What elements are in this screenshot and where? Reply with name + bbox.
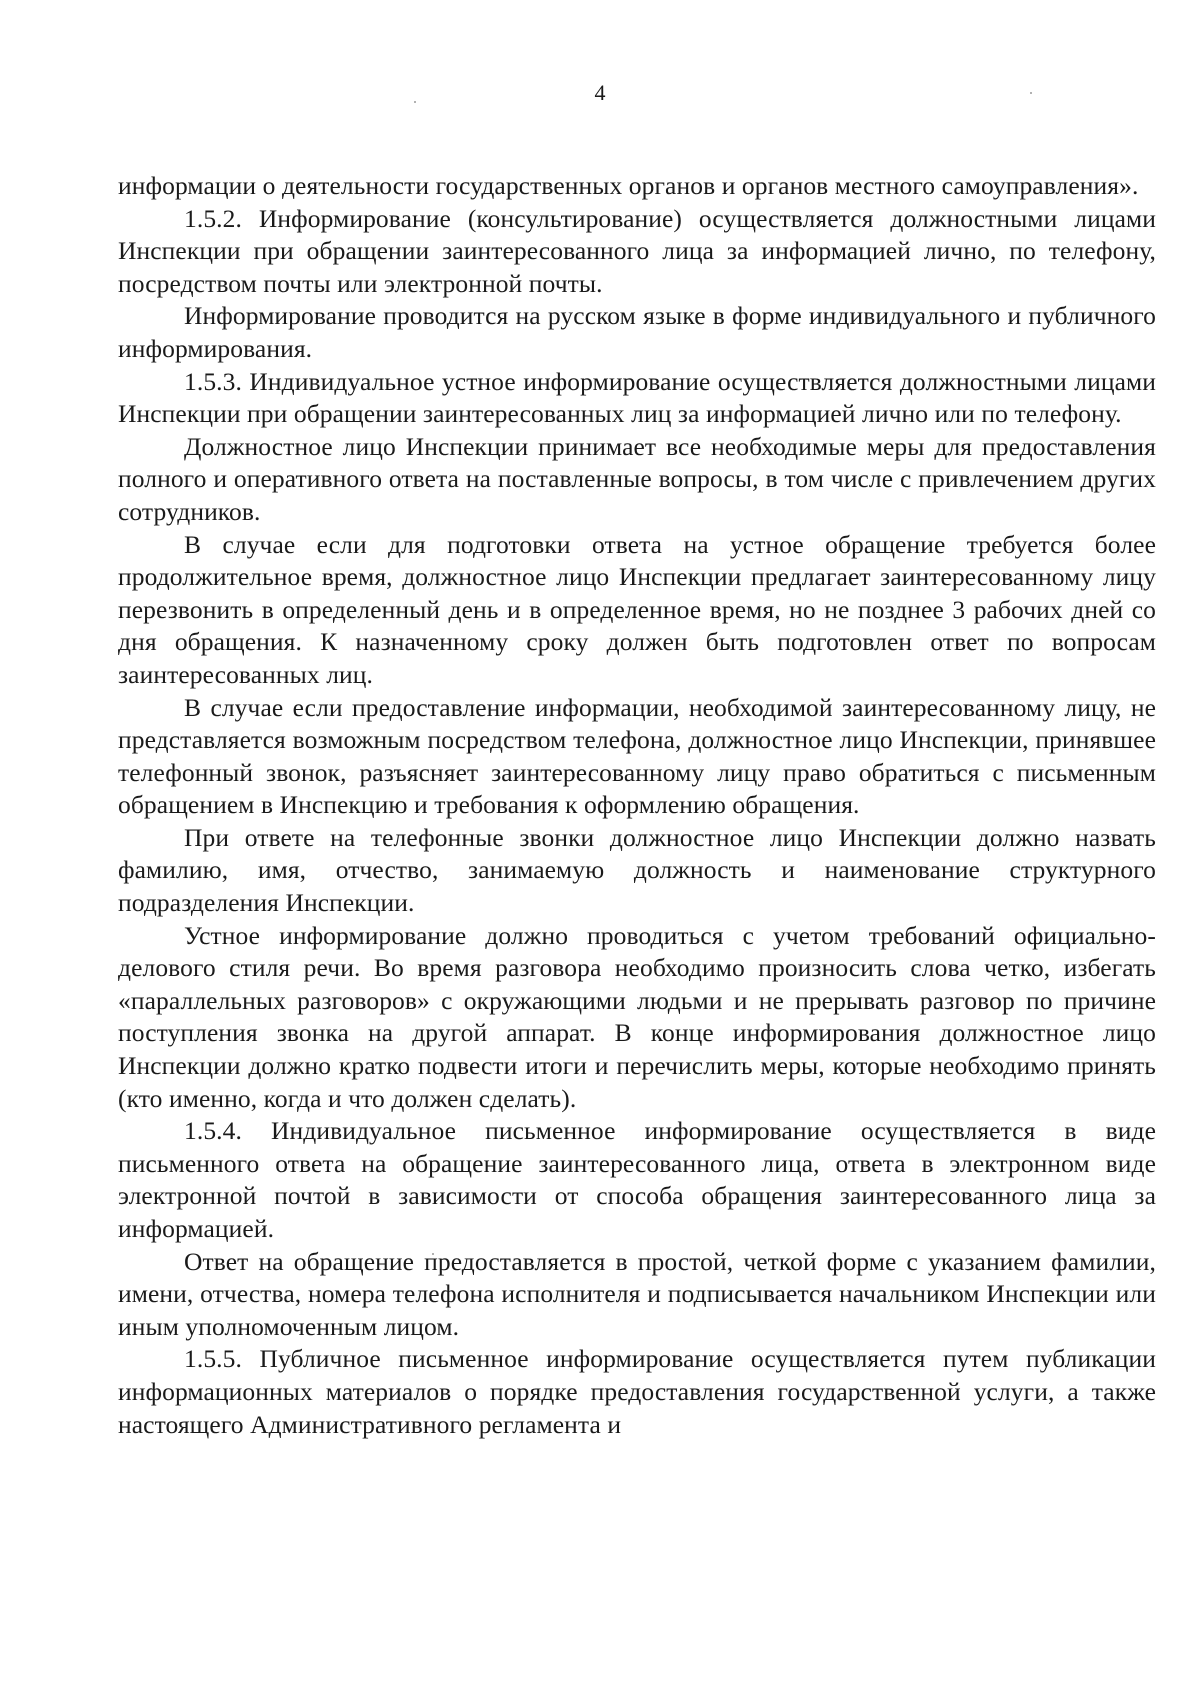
paragraph: В случае если предоставление информации, необходимой заинтересованному лицу, не представляется возможным посредством телефона, должностное лицо Инспекции, принявшее телефонный звонок, разъясняет заинтересованному лицу право обратиться с письменным обращением в Инспекцию и требования к оформлению обращения. <box>118 692 1156 820</box>
paragraph: 1.5.5. Публичное письменное информирование осуществляется путем публикации информационных материалов о порядке предоставления государственной услуги, а также настоящего Административного регламента и <box>118 1344 1156 1439</box>
paragraph: 1.5.2. Информирование (консультирование) осуществляется должностными лицами Инспекции при обращении заинтересованного лица за информацией лично, по телефону, посредством почты или электронной почты. <box>118 203 1156 298</box>
paragraph: Должностное лицо Инспекции принимает все необходимые меры для предоставления полного и оперативного ответа на поставленные вопросы, в том числе с привлечением других сотрудников. <box>118 431 1156 526</box>
paragraph: 1.5.4. Индивидуальное письменное информирование осуществляется в виде письменного ответа на обращение заинтересованного лица, ответа в электронном виде электронной почтой в зависимости от способа обращения заинтересованного лица за информацией. <box>118 1116 1156 1243</box>
page-number: 4 <box>594 80 606 105</box>
scan-speck <box>1030 92 1032 94</box>
paragraph: информации о деятельности государственных органов и органов местного самоуправления». <box>118 171 1139 200</box>
paragraph: Устное информирование должно проводиться с учетом требований официально-делового стиля речи. Во время разговора необходимо произносить слова четко, избегать «параллельных разговоров» с окружающими людьми и не прерывать разговор по причине поступления звонка на другой аппарат. В конце информирования должностное лицо Инспекции должно кратко подвести итоги и перечислить меры, которые необходимо принять (кто именно, когда и что должен сделать). <box>118 920 1156 1113</box>
paragraph: При ответе на телефонные звонки должностное лицо Инспекции должно назвать фамилию, имя, отчество, занимаемую должность и наименование структурного подразделения Инспекции. <box>118 822 1156 918</box>
scan-speck <box>414 101 416 103</box>
paragraph: В случае если для подготовки ответа на устное обращение требуется более продолжительное время, должностное лицо Инспекции предлагает заинтересованному лицу перезвонить в определенный день и в определенное время, но не позднее 3 рабочих дней со дня обращения. К назначенному сроку должен быть подготовлен ответ по вопросам заинтересованных лиц. <box>118 529 1156 689</box>
paragraph: 1.5.3. Индивидуальное устное информирование осуществляется должностными лицами Инспекции при обращении заинтересованных лиц за информацией лично или по телефону. <box>118 366 1156 429</box>
paragraph: Информирование проводится на русском языке в форме индивидуального и публичного информирования. <box>118 301 1156 363</box>
document-body <box>118 170 1156 1441</box>
paragraph: Ответ на обращение предоставляется в простой, четкой форме с указанием фамилии, имени, отчества, номера телефона исполнителя и подписывается начальником Инспекции или иным уполномоченным лицом. <box>118 1246 1156 1341</box>
